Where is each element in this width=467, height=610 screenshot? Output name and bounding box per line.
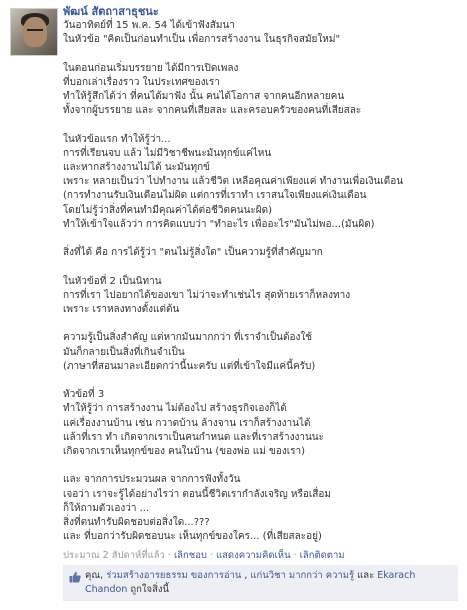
post-text-line: เจอว่า เราจะรู้ได้อย่างไรว่า ตอนนี้ชีวิตเรากำลังเจริญ หรือเสื่อม xyxy=(63,488,331,500)
post-text-line: และ ที่บอกว่ารับผิดชอบนะ เห็นทุกข์ของใคร... (ที่เสียสละอยู่) xyxy=(63,531,322,543)
post-text-line: โดยไม่รู้ว่าสิ่งที่คนทำมีคุณค่าได้ต่อชีวิตคนนะผิด) xyxy=(63,204,273,216)
paragraph-gap xyxy=(63,260,458,274)
post-timestamp[interactable]: ประมาณ 2 สัปดาห์ที่แล้ว xyxy=(63,550,165,562)
post-body xyxy=(63,19,458,544)
post-text-line: ทำให้รู้ว่า การสร้างงาน ไม่ต้องไป สร้างธุรกิจเองก็ได้ xyxy=(63,403,287,415)
paragraph-gap xyxy=(63,374,458,388)
post-text-line: ในตอนก่อนเริ่มบรรยาย ได้มีการเปิดเพลง xyxy=(63,62,239,74)
post-text-line: เพราะ หลายเป็นว่า ไปทำงาน แล้วชีวิต เหลือคุณค่าเพียงแค่ ทำงานเพื่อเงินเดือน xyxy=(63,176,404,188)
post-text-line: วันอาทิตย์ที่ 15 พ.ค. 54 ได้เข้าฟังสัมนา xyxy=(63,20,235,31)
post-text-line: ทำให้รู้สึกได้ว่า ที่คนได้มาฟัง นั้น คนได้โอกาส จากคนอีกหลายคน xyxy=(63,91,345,102)
likes-bar: คุณ, ร่วมสร้างอารยธรรม ของการอ่าน , แก่นวิชา มากกว่า ความรู้ และ Ekarach Chandon ถูกใจสิ่งนี้ xyxy=(63,565,458,601)
post-text-line: ทำให้เข้าใจแล้วว่า การคิดแบบว่า "ทำอะไร เพื่ออะไร"มันไม่พอ...(มันผิด) xyxy=(63,218,375,230)
liker-link-1[interactable]: ร่วมสร้างอารยธรรม ของการอ่าน xyxy=(106,570,242,581)
unfollow-link[interactable]: เลิกติดตาม xyxy=(299,550,345,562)
unlike-link[interactable]: เลิกชอบ xyxy=(173,550,207,562)
post-text-line: และหากสร้างงานไม่ได้ นะมันทุกข์ xyxy=(63,162,210,173)
post-meta: ประมาณ 2 สัปดาห์ที่แล้ว · เลิกชอบ · แสดงความคิดเห็น · เลิกติดตาม xyxy=(63,550,345,562)
post-text-line: สิ่งที่ตนทำรับผิดชอบต่อสิ่งใด...??? xyxy=(63,517,210,528)
paragraph-gap xyxy=(63,317,458,331)
liker-link-2[interactable]: แก่นวิชา มากกว่า ความรู้ xyxy=(250,570,355,581)
post-text-line: แค่เรื่องงานบ้าน เช่น กวาดบ้าน ล้างจาน เราก็สร้างงานได้ xyxy=(63,417,311,429)
post-text-line: (การทำงานรับเงินเดือนไม่ผิด แต่การที่เราทำ เราสนใจเพียงแค่เงินเดือน xyxy=(63,190,367,202)
paragraph-gap xyxy=(63,459,458,473)
liker-link-3[interactable]: Ekarach Chandon xyxy=(85,570,416,595)
post-text-line: แล้าที่เรา ทำ เกิดจากเราเป็นคนกำหนด และที่เราสร้างงานนะ xyxy=(63,431,325,443)
author-name[interactable]: พัฒน์ สัตถาสาธุชนะ xyxy=(63,5,159,18)
post-text-line: ที่บอกเล่าเรื่องราว ในประเทศของเรา xyxy=(63,76,220,88)
post-content xyxy=(63,4,458,563)
post-text-line: ในหัวข้อแรก ทำให้รู้ว่า... xyxy=(63,133,171,145)
paragraph-gap xyxy=(63,232,458,246)
post-text-line: มันก็กลายเป็นสิ่งที่เกินจำเป็น xyxy=(63,346,185,358)
post-text-line: สิ่งที่ได้ คือ การได้รู้ว่า "ตนไม่รู้สิ่งใด" เป็นความรู้ที่สำคัญมาก xyxy=(63,247,323,259)
post-text-line: เกิดจากเราเห็นทุกข์ของ คนในบ้าน (ของพ่อ แม่ ของเรา) xyxy=(63,446,306,457)
post-text-line: หัวข้อที่ 3 xyxy=(63,389,105,401)
post-text-line: ความรู้เป็นสิ่งสำคัญ แต่หากมันมากกว่า ที่เราจำเป็นต้องใช้ xyxy=(63,332,313,344)
comment-link[interactable]: แสดงความคิดเห็น xyxy=(216,550,291,562)
post-text-line: ทั้งจากผู้บรรยาย และ จากคนที่เสียสละ และครอบครัวของคนที่เสียสละ xyxy=(63,105,362,117)
post-text-line: (ภาษาที่สอนมาละเอียดกว่านี้นะครับ แต่ที่เข้าใจมีแค่นี้ครับ) xyxy=(63,360,316,372)
paragraph-gap xyxy=(63,47,458,61)
post-text-line: และ จากการประมวนผล จากการฟังทั้งวัน xyxy=(63,474,241,486)
post-text-line: ก็ให้ถามตัวเองว่า ... xyxy=(63,502,150,514)
post-text-line: การที่เรา ไปอยากได้ของเขา ไม่ว่าจะทำเช่นไร สุดท้ายเราก็หลงทาง xyxy=(63,289,351,301)
post-text-line: เพราะ เราหลงทางตั้งแต่ต้น xyxy=(63,304,180,315)
thumbs-up-icon xyxy=(69,571,81,583)
post-text-line: ในหัวข้อ "คิดเป็นก่อนทำเป็น เพื่อการสร้างงาน ในธุรกิจสมัยใหม่" xyxy=(63,34,341,46)
post-text-line: การที่เรียนจบ แล้ว ไม่มีวิชาชีพนะมันทุกข์แค่ไหน xyxy=(63,147,272,159)
author-avatar[interactable] xyxy=(10,8,58,56)
paragraph-gap xyxy=(63,118,458,132)
post-text-line: ในหัวข้อที่ 2 เป็นนิทาน xyxy=(63,275,162,287)
